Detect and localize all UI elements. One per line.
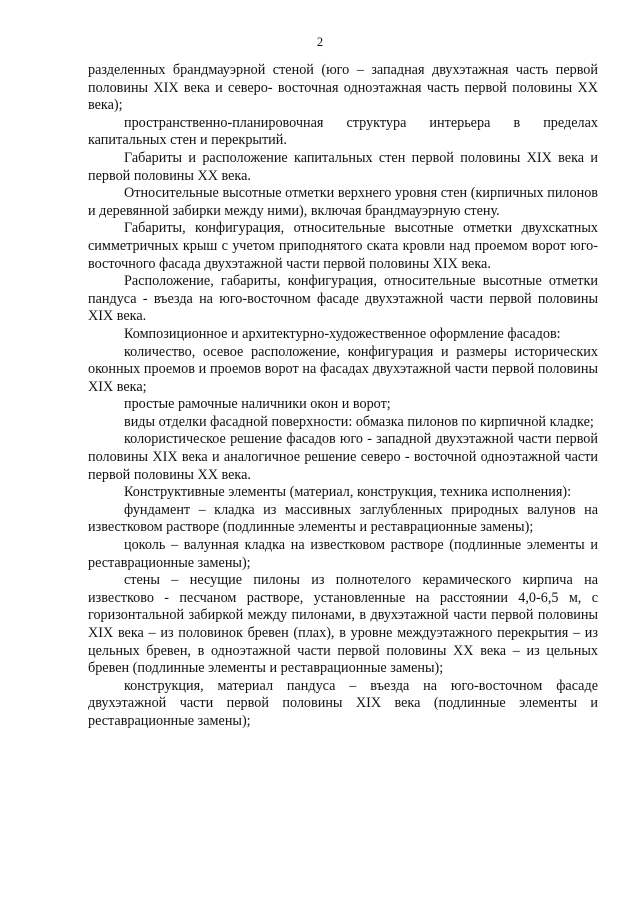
paragraph: фундамент – кладка из массивных заглубленных природных валунов на известковом растворе (подлинные элементы и реставрационные замены); bbox=[88, 501, 598, 536]
paragraph: стены – несущие пилоны из полнотелого керамического кирпича на известково - песчаном растворе, установленные на расстоянии 4,0-6,5 м, с горизонтальной забиркой между пилонами, в двухэтажной части первой половины XIX века – из половинок бревен (плах), в уровне междуэтажного перекрытия – из цельных бревен, в одноэтажной части первой половины XX века – из цельных бревен (подлинные элементы и реставрационные замены); bbox=[88, 572, 598, 677]
paragraph: колористическое решение фасадов юго - западной двухэтажной части первой половины XIX века и аналогичное решение северо - восточной одноэтажной части первой половины XX века. bbox=[88, 431, 598, 483]
page-number: 2 bbox=[316, 35, 324, 49]
paragraph: виды отделки фасадной поверхности: обмазка пилонов по кирпичной кладке; bbox=[124, 413, 594, 430]
paragraph: конструкция, материал пандуса – въезда на юго-восточном фасаде двухэтажной части первой половины XIX века (подлинные элементы и реставрационные замены); bbox=[88, 677, 598, 729]
paragraph: разделенных брандмауэрной стеной (юго – западная двухэтажная часть первой половины XIX века и северо- восточная одноэтажная часть первой половины XX века); bbox=[88, 62, 598, 114]
paragraph: простые рамочные наличники окон и ворот; bbox=[124, 396, 391, 413]
paragraph: Габариты, конфигурация, относительные высотные отметки двухскатных симметричных крыш с учетом приподнятого ската кровли над проемом ворот юго-восточного фасада двухэтажной части первой половины XIX века. bbox=[88, 220, 598, 272]
paragraph: количество, осевое расположение, конфигурация и размеры исторических оконных проемов и проемов ворот на фасадах двухэтажной части первой половины XIX века; bbox=[88, 343, 598, 395]
paragraph: Габариты и расположение капитальных стен первой половины XIX века и первой половины XX века. bbox=[88, 149, 598, 184]
paragraph: пространственно-планировочная структура интерьера в пределах капитальных стен и перекрытий. bbox=[88, 114, 598, 149]
paragraph: Расположение, габариты, конфигурация, относительные высотные отметки пандуса - въезда на юго-восточном фасаде двухэтажной части первой половины XIX века. bbox=[88, 273, 598, 325]
paragraph: Конструктивные элементы (материал, конструкция, техника исполнения): bbox=[124, 484, 572, 501]
paragraph: цоколь – валунная кладка на известковом растворе (подлинные элементы и реставрационные замены); bbox=[88, 537, 598, 571]
document-body bbox=[88, 62, 598, 731]
paragraph: Относительные высотные отметки верхнего уровня стен (кирпичных пилонов и деревянной забирки между ними), включая брандмауэрную стену. bbox=[88, 185, 598, 219]
paragraph: Композиционное и архитектурно-художественное оформление фасадов: bbox=[124, 325, 561, 342]
